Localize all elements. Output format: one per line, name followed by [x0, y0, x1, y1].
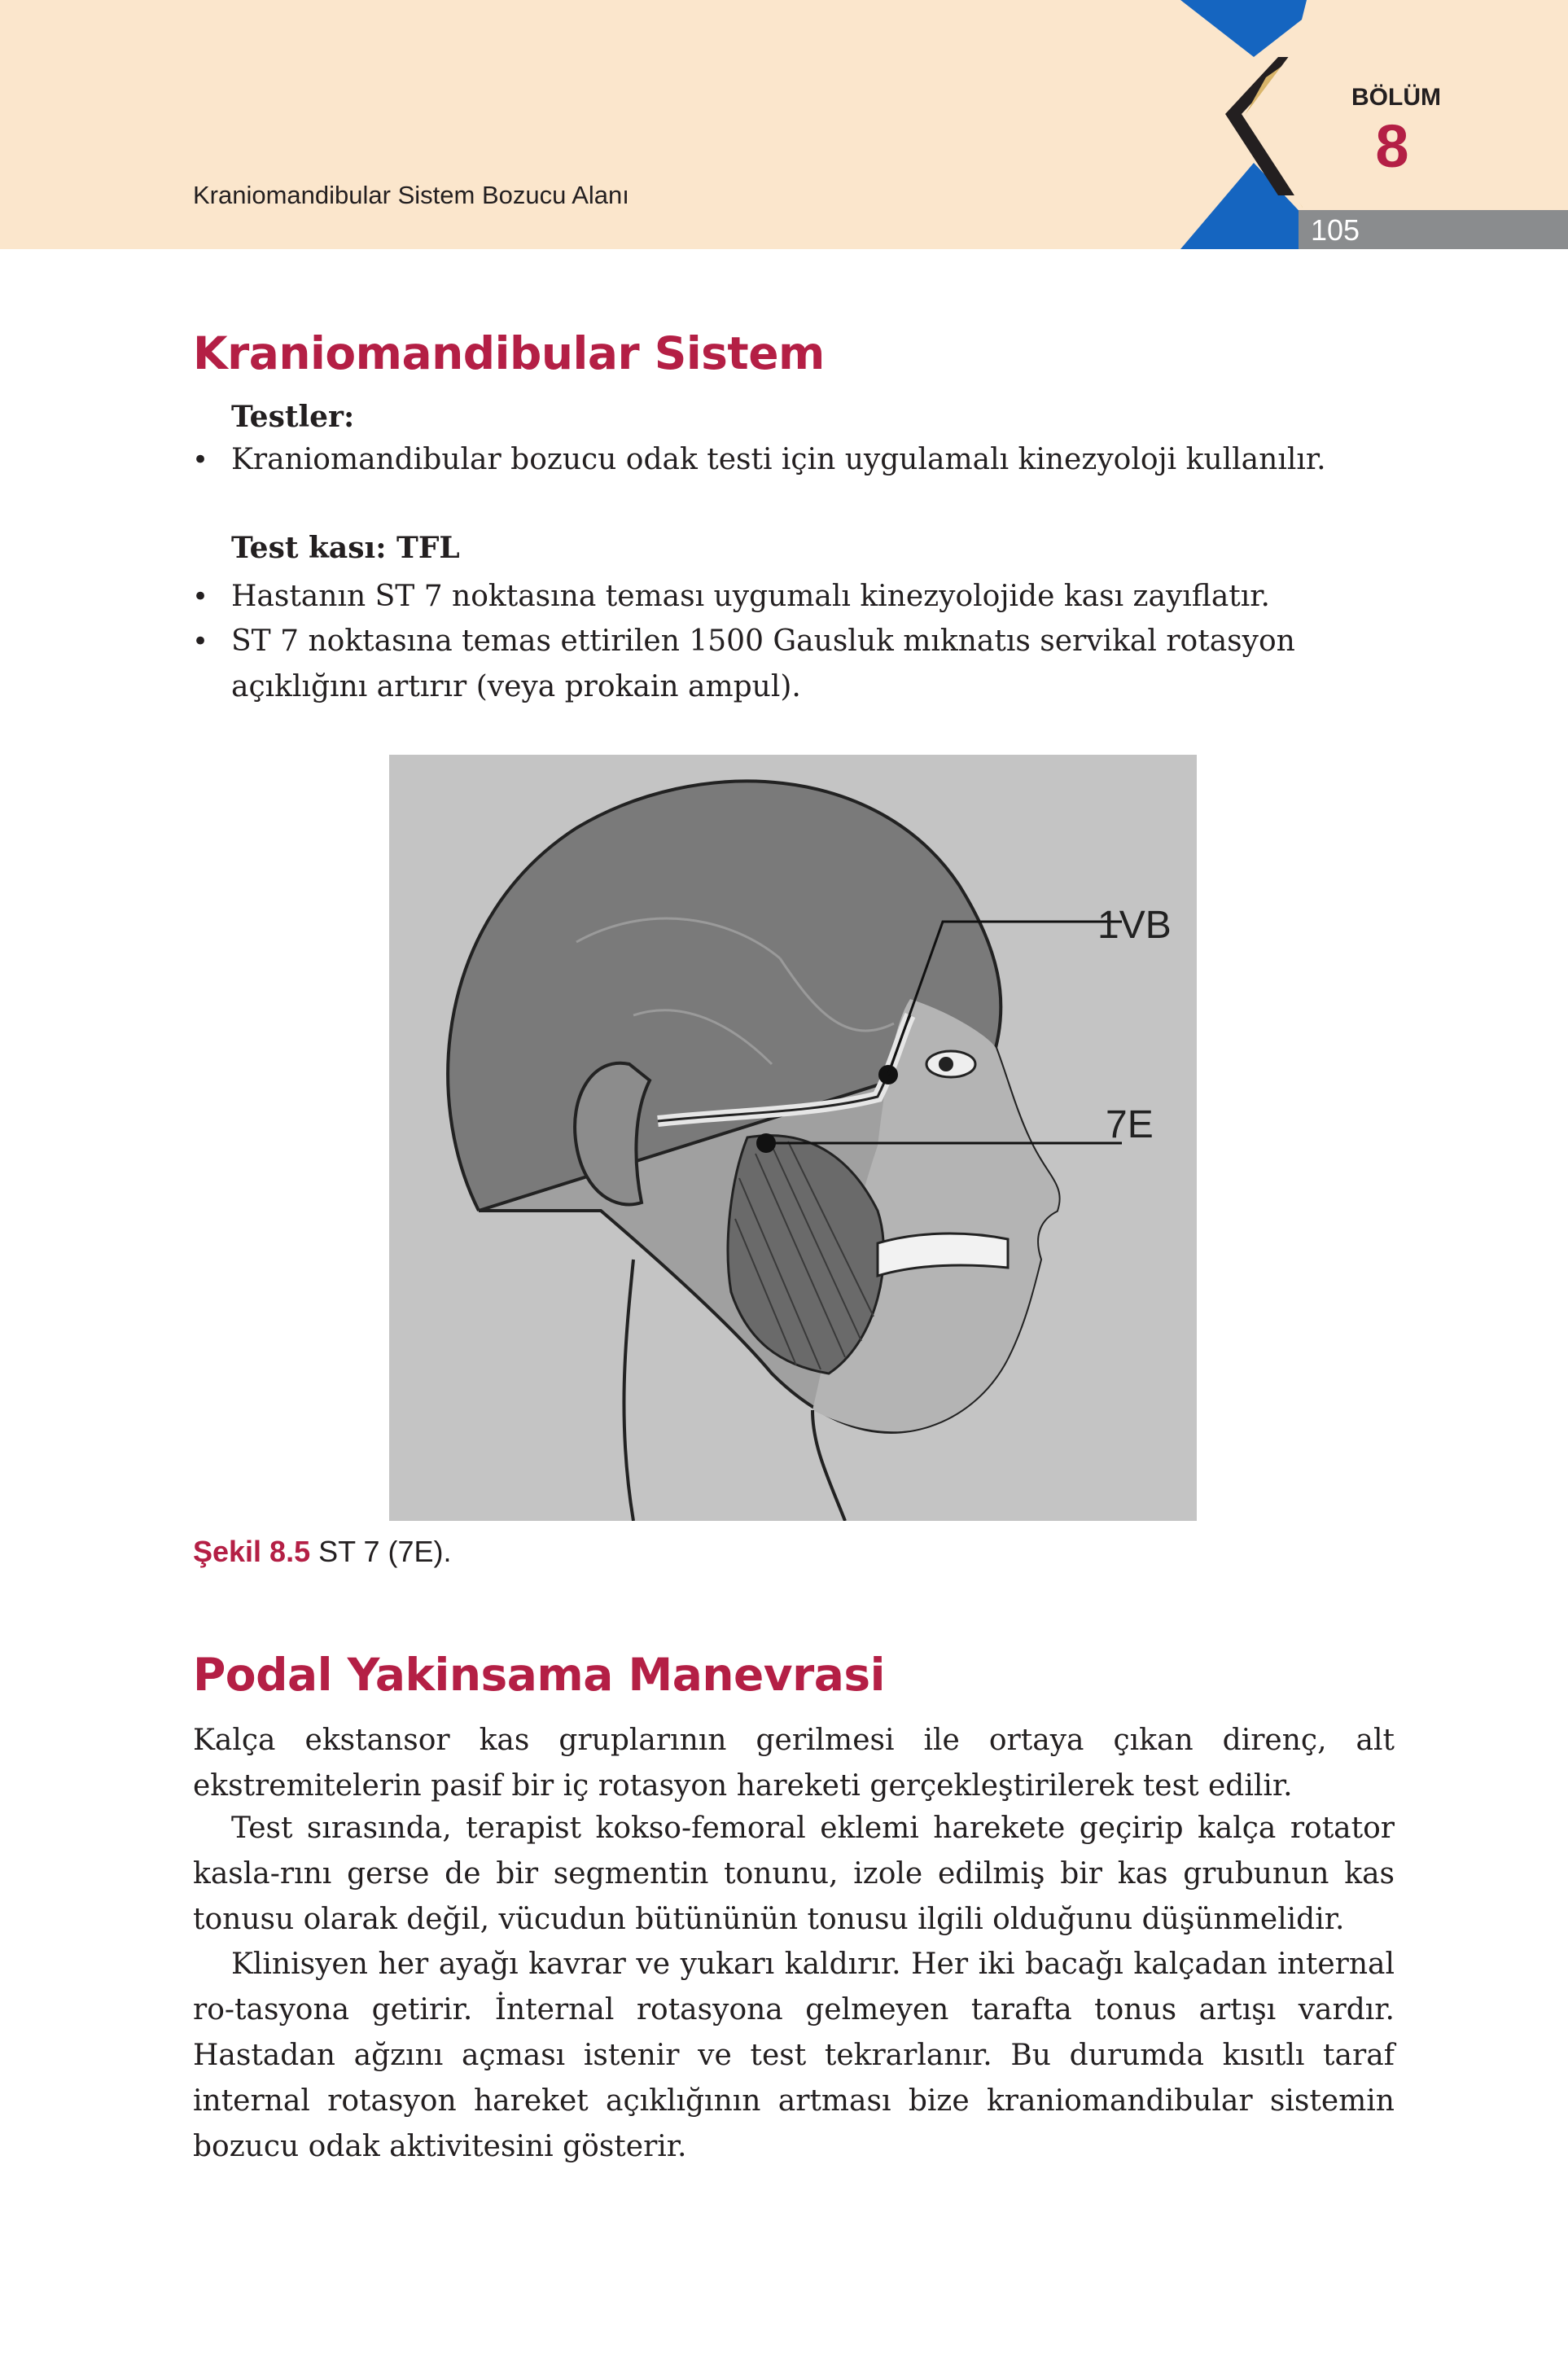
label-1vb: 1VB [1097, 904, 1172, 947]
section-title-kraniomandibular: Kraniomandibular Sistem [193, 327, 825, 379]
paragraph: Kalça ekstansor kas gruplarının gerilmesi ile ortaya çıkan direnç, alt ekstremitelerin pasif bir iç rotasyon hareketi gerçekleştirilerek test edilir. [193, 1724, 1395, 1803]
test-muscle-label: Test kası: TFL [231, 531, 460, 565]
bullet-item: • Hastanın ST 7 noktasına teması uygumalı kinezyolojide kası zayıflatır. [231, 574, 1404, 620]
section-title-podal: Podal Yakinsama Manevrasi [193, 1649, 885, 1701]
chapter-number: 8 [1375, 112, 1409, 180]
figure-caption [193, 1535, 452, 1569]
caption-number: Şekil 8.5 [193, 1535, 311, 1568]
page-number: 105 [1311, 213, 1360, 247]
running-head: Kraniomandibular Sistem Bozucu Alanı [193, 181, 629, 209]
anatomy-figure [389, 755, 1197, 1521]
chapter-word: BÖLÜM [1351, 84, 1441, 111]
label-7e: 7E [1106, 1103, 1154, 1146]
paragraph: Test sırasında, terapist kokso-femoral eklemi harekete geçirip kalça rotator kasla-rını gerse de bir segmentin tonunu, izole edilmiş bir kas grubunun kas tonusu olarak değil, vücudun bütününün tonusu ilgili olduğunu düşünmelidir. [193, 1812, 1395, 1936]
bullet-item: • ST 7 noktasına temas ettirilen 1500 Gausluk mıknatıs servikal rotasyon açıklığını artırır (veya prokain ampul). [231, 619, 1404, 710]
tests-label: Testler: [231, 400, 355, 434]
paragraph: Klinisyen her ayağı kavrar ve yukarı kaldırır. Her iki bacağı kalçadan internal ro-tasyona getirir. İnternal rotasyona gelmeyen tarafta tonus artışı vardır. Hastadan ağzını açması istenir ve test tekrarlanır. Bu durumda kısıtlı taraf internal rotasyon hareket açıklığının artması bize kraniomandibular sistemin bozucu odak aktivitesini gösterir. [193, 1948, 1395, 2163]
skull-illustration [389, 755, 1197, 1521]
bullet-item: • Kraniomandibular bozucu odak testi için uygulamalı kinezyoloji kullanılır. [231, 437, 1404, 483]
caption-text: ST 7 (7E). [318, 1535, 452, 1568]
